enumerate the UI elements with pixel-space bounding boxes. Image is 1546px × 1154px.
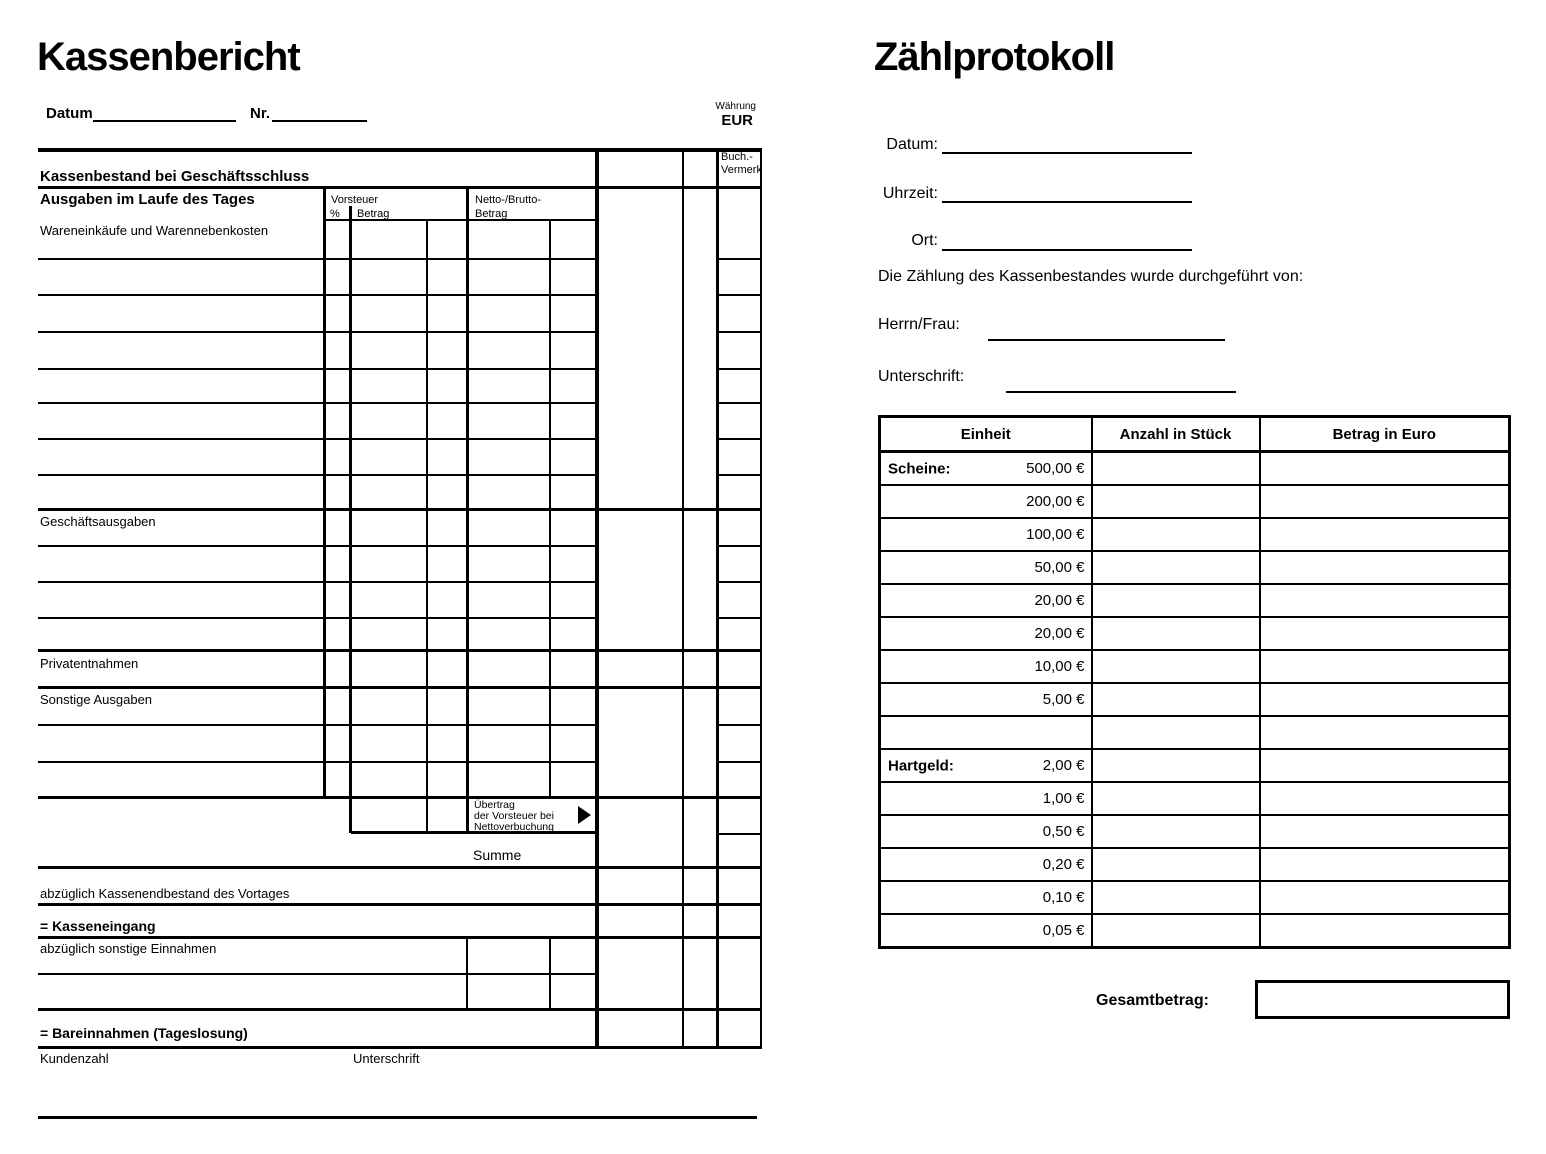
wareneinkaeufe-label: Wareneinkäufe und Warennebenkosten xyxy=(40,223,269,238)
zp-unterschrift-label: Unterschrift: xyxy=(878,368,965,385)
unit-cell xyxy=(880,584,1092,617)
betrag-cell xyxy=(1260,452,1510,486)
rule xyxy=(38,545,597,547)
zaehlprotokoll-title: Zählprotokoll xyxy=(874,35,1115,79)
rule xyxy=(38,936,762,939)
rule xyxy=(466,186,469,833)
betrag-cell xyxy=(1260,551,1510,584)
rule xyxy=(760,148,762,1049)
unit-cell xyxy=(880,848,1092,881)
anzahl-cell xyxy=(1092,848,1260,881)
group-label: Hartgeld: xyxy=(888,757,954,774)
group-label: Scheine: xyxy=(888,460,951,477)
betrag-cell xyxy=(1260,749,1510,782)
table-row xyxy=(880,782,1510,815)
unit-cell xyxy=(880,716,1092,749)
table-row xyxy=(880,551,1510,584)
kundenzahl-label: Kundenzahl xyxy=(40,1051,109,1066)
betrag-cell xyxy=(1260,584,1510,617)
unit-cell xyxy=(880,617,1092,650)
rule xyxy=(349,206,352,833)
datum-write-line xyxy=(93,120,236,122)
zp-herrnfrau-label: Herrn/Frau: xyxy=(878,316,960,333)
unit-cell xyxy=(880,749,1092,782)
abzueglich-vortag-label: abzüglich Kassenendbestand des Vortages xyxy=(40,886,290,901)
unit-value: 100,00 € xyxy=(1026,526,1085,543)
waehrung-value: EUR xyxy=(721,112,753,129)
unit-value: 0,20 € xyxy=(1042,856,1085,873)
rule xyxy=(38,148,762,152)
betrag-cell xyxy=(1260,914,1510,948)
betrag-cell xyxy=(1260,815,1510,848)
anzahl-cell xyxy=(1092,914,1260,948)
anzahl-cell xyxy=(1092,584,1260,617)
rule xyxy=(38,331,597,333)
anzahl-cell xyxy=(1092,881,1260,914)
unit-value: 0,50 € xyxy=(1042,823,1085,840)
abzueglich-einnahmen-label: abzüglich sonstige Einnahmen xyxy=(40,941,217,956)
rule xyxy=(716,581,762,583)
unit-cell xyxy=(880,815,1092,848)
rule xyxy=(38,1116,757,1119)
rule xyxy=(38,617,597,619)
table-row xyxy=(880,914,1510,948)
rule xyxy=(38,796,762,799)
betrag-cell xyxy=(1260,518,1510,551)
unit-value: 2,00 € xyxy=(1042,757,1085,774)
unit-cell xyxy=(880,452,1092,486)
betrag-cell xyxy=(1260,683,1510,716)
rule xyxy=(38,294,597,296)
rule xyxy=(549,936,551,1010)
betrag-cell xyxy=(1260,782,1510,815)
unit-cell xyxy=(880,914,1092,948)
zp-datum-label: Datum: xyxy=(886,136,938,153)
netto-brutto-label: Netto-/Brutto- xyxy=(475,194,542,206)
betrag-cell xyxy=(1260,716,1510,749)
unit-cell xyxy=(880,485,1092,518)
uebertrag-label-2: der Vorsteuer bei xyxy=(474,810,554,822)
unit-value: 0,05 € xyxy=(1042,922,1085,939)
uebertrag-label-1: Übertrag xyxy=(474,799,515,811)
rule xyxy=(38,724,597,726)
anzahl-cell xyxy=(1092,683,1260,716)
table-row xyxy=(880,485,1510,518)
anzahl-cell xyxy=(1092,716,1260,749)
unit-cell xyxy=(880,518,1092,551)
anzahl-cell xyxy=(1092,782,1260,815)
col-header-betrag: Betrag in Euro xyxy=(1260,417,1510,452)
datum-label: Datum xyxy=(46,105,93,122)
rule xyxy=(716,724,762,726)
table-row xyxy=(880,452,1510,486)
rule xyxy=(38,866,762,869)
kassenbestand-label: Kassenbestand bei Geschäftsschluss xyxy=(40,168,310,185)
rule xyxy=(38,402,597,404)
anzahl-cell xyxy=(1092,485,1260,518)
unit-cell xyxy=(880,650,1092,683)
rule xyxy=(38,258,597,260)
rule xyxy=(716,148,719,1049)
rule xyxy=(716,761,762,763)
rule xyxy=(426,219,428,833)
gesamtbetrag-label: Gesamtbetrag: xyxy=(1096,992,1209,1009)
vorsteuer-label: Vorsteuer xyxy=(331,194,379,206)
anzahl-cell xyxy=(1092,452,1260,486)
unit-cell xyxy=(880,782,1092,815)
table-row xyxy=(880,683,1510,716)
table-row xyxy=(880,815,1510,848)
uebertrag-label-3: Nettoverbuchung xyxy=(474,821,554,833)
rule xyxy=(716,294,762,296)
rule xyxy=(38,438,597,440)
rule xyxy=(38,1046,762,1049)
kasseneingang-label: = Kasseneingang xyxy=(40,918,156,934)
rule xyxy=(716,368,762,370)
ausgaben-label: Ausgaben im Laufe des Tages xyxy=(40,191,255,208)
rule xyxy=(38,186,762,189)
rule xyxy=(716,617,762,619)
buch-vermerk-label-2: Vermerk xyxy=(721,164,762,176)
netto-betrag-label: Betrag xyxy=(475,208,508,220)
geschaeftsausgaben-label: Geschäftsausgaben xyxy=(40,514,156,529)
anzahl-cell xyxy=(1092,749,1260,782)
table-row xyxy=(880,848,1510,881)
table-row xyxy=(880,749,1510,782)
betrag-cell xyxy=(1260,650,1510,683)
rule xyxy=(466,936,468,1010)
rule xyxy=(38,474,597,476)
table-row xyxy=(880,881,1510,914)
betrag-label: Betrag xyxy=(357,208,390,220)
rule xyxy=(716,833,762,835)
rule xyxy=(716,402,762,404)
unit-value: 200,00 € xyxy=(1026,493,1085,510)
zp-ort-label: Ort: xyxy=(911,232,938,249)
rule xyxy=(323,186,326,798)
col-header-anzahl: Anzahl in Stück xyxy=(1092,417,1260,452)
rule xyxy=(38,1008,762,1011)
unit-cell xyxy=(880,881,1092,914)
unit-value: 20,00 € xyxy=(1034,625,1085,642)
table-row xyxy=(880,716,1510,749)
rule xyxy=(38,903,762,906)
rule xyxy=(38,368,597,370)
unit-value: 500,00 € xyxy=(1026,460,1085,477)
kassenbericht-title: Kassenbericht xyxy=(37,35,300,79)
zp-unterschrift-write-line xyxy=(1006,391,1236,393)
rule xyxy=(38,649,762,652)
waehrung-label: Währung xyxy=(715,101,756,112)
bareinnahmen-label: = Bareinnahmen (Tageslosung) xyxy=(40,1025,248,1041)
unit-value: 5,00 € xyxy=(1042,691,1085,708)
betrag-cell xyxy=(1260,617,1510,650)
rule xyxy=(38,973,597,975)
zp-uhrzeit-write-line xyxy=(942,201,1192,203)
rule xyxy=(38,581,597,583)
rule xyxy=(682,148,684,1049)
sonstige-ausgaben-label: Sonstige Ausgaben xyxy=(40,692,153,707)
privatentnahmen-label: Privatentnahmen xyxy=(40,656,139,671)
zp-datum-write-line xyxy=(942,152,1192,154)
nr-write-line xyxy=(272,120,367,122)
prozent-label: % xyxy=(330,208,340,220)
anzahl-cell xyxy=(1092,815,1260,848)
rule xyxy=(716,545,762,547)
table-row xyxy=(880,650,1510,683)
rule xyxy=(716,474,762,476)
rule xyxy=(38,686,762,689)
unit-cell xyxy=(880,551,1092,584)
buch-vermerk-label-1: Buch.- xyxy=(721,151,753,163)
betrag-cell xyxy=(1260,881,1510,914)
anzahl-cell xyxy=(1092,518,1260,551)
zp-intro-text: Die Zählung des Kassenbestandes wurde durchgeführt von: xyxy=(878,268,1304,285)
anzahl-cell xyxy=(1092,650,1260,683)
unit-value: 0,10 € xyxy=(1042,889,1085,906)
betrag-cell xyxy=(1260,848,1510,881)
rule xyxy=(716,331,762,333)
rule xyxy=(38,761,597,763)
rule xyxy=(716,258,762,260)
unit-value: 50,00 € xyxy=(1034,559,1085,576)
unit-value: 20,00 € xyxy=(1034,592,1085,609)
unterschrift-label: Unterschrift xyxy=(353,1051,420,1066)
rule xyxy=(716,438,762,440)
anzahl-cell xyxy=(1092,617,1260,650)
nr-label: Nr. xyxy=(250,105,271,122)
table-row xyxy=(880,518,1510,551)
rule xyxy=(38,508,762,511)
betrag-cell xyxy=(1260,485,1510,518)
unit-value: 1,00 € xyxy=(1042,790,1085,807)
rule xyxy=(595,148,599,1049)
zp-herrnfrau-write-line xyxy=(988,339,1225,341)
table-header-row xyxy=(880,417,1510,452)
rule xyxy=(549,219,551,798)
table-row xyxy=(880,617,1510,650)
zp-uhrzeit-label: Uhrzeit: xyxy=(882,185,938,202)
unit-value: 10,00 € xyxy=(1034,658,1085,675)
unit-cell xyxy=(880,683,1092,716)
gesamtbetrag-box xyxy=(1255,980,1510,1019)
counting-table xyxy=(878,415,1511,949)
zp-ort-write-line xyxy=(942,249,1192,251)
anzahl-cell xyxy=(1092,551,1260,584)
arrow-right-icon xyxy=(578,806,591,824)
summe-label: Summe xyxy=(473,847,522,863)
table-row xyxy=(880,584,1510,617)
col-header-einheit: Einheit xyxy=(880,417,1092,452)
